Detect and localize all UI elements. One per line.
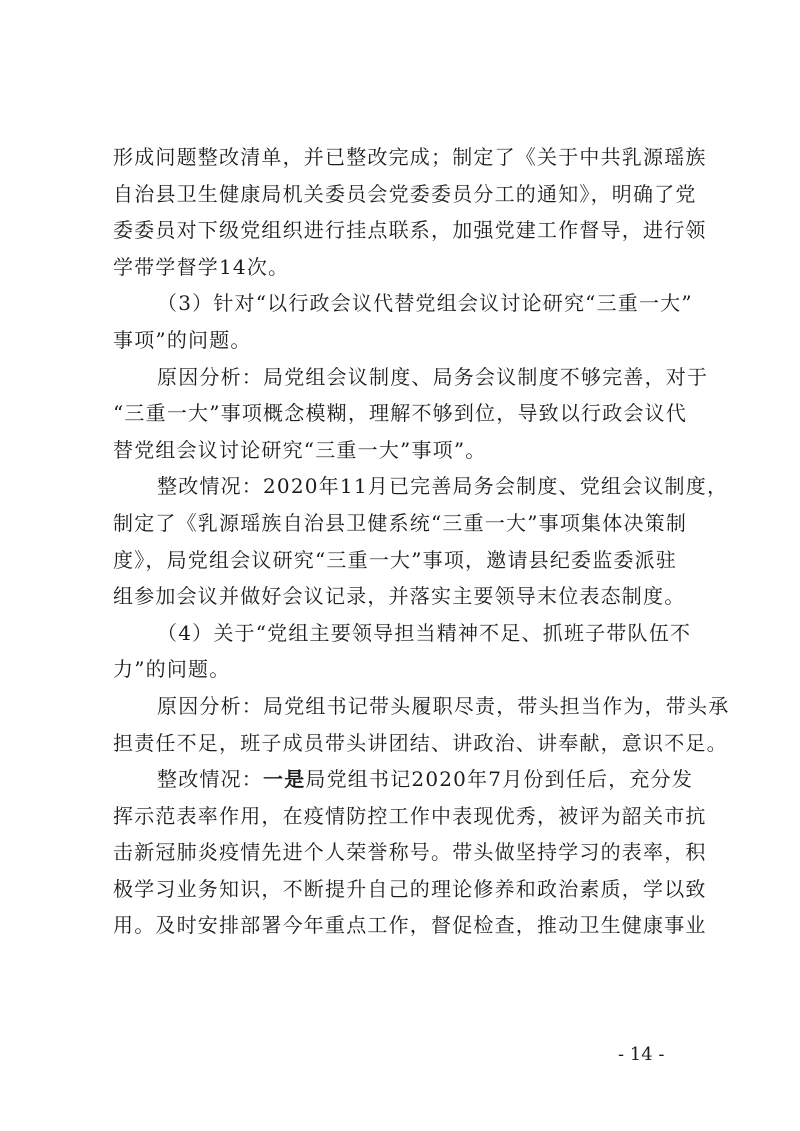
text-line: 挥示范表率作用，在疫情防控工作中表现优秀，被评为韶关市抗: [113, 803, 707, 828]
text-line: （4）关于“党组主要领导担当精神不足、抓班子带队伍不: [157, 620, 692, 645]
text-line: [113, 761, 703, 798]
paragraph: [113, 468, 729, 614]
text-line: 替党组会议讨论研究“三重一大”事项”。: [113, 437, 487, 462]
lead-text: 局党组书记2020年7月份到任后，充分发: [305, 767, 694, 792]
paragraph: [113, 688, 730, 761]
text-line: 事项”的问题。: [113, 327, 252, 352]
paragraph: [113, 359, 709, 469]
paragraph: [113, 139, 707, 285]
paragraph: [113, 285, 703, 358]
text-line: 用。及时安排部署今年重点工作，督促检查，推动卫生健康事业: [113, 913, 707, 938]
paragraph: [113, 761, 707, 944]
text-line: 委委员对下级党组织进行挂点联系，加强党建工作督导，进行领: [113, 218, 707, 243]
text-line: 原因分析：局党组会议制度、局务会议制度不够完善，对于: [157, 364, 709, 389]
text-line: 制定了《乳源瑶族自治县卫健系统“三重一大”事项集体决策制: [113, 510, 688, 535]
text-line: “三重一大”事项概念模糊，理解不够到位，导致以行政会议代: [113, 401, 688, 426]
text-line: 担责任不足，班子成员带头讲团结、讲政治、讲奉献，意识不足。: [113, 730, 728, 755]
text-line: 极学习业务知识，不断提升自己的理论修养和政治素质，学以致: [113, 876, 707, 901]
text-line: 度》，局党组会议研究“三重一大”事项，邀请县纪委监委派驻: [113, 547, 678, 572]
text-line: 原因分析：局党组书记带头履职尽责，带头担当作为，带头承: [157, 693, 730, 718]
text-line: 学带学督学14次。: [113, 254, 290, 279]
text-line: 整改情况：2020年11月已完善局务会制度、党组会议制度，: [157, 474, 729, 499]
document-page: [113, 139, 730, 944]
text-line: 形成问题整改清单，并已整改完成；制定了《关于中共乳源瑶族: [113, 145, 707, 169]
text-line: 自治县卫生健康局机关委员会党委委员分工的通知》，明确了党: [113, 181, 697, 206]
text-line: 组参加会议并做好会议记录，并落实主要领导末位表态制度。: [113, 584, 686, 609]
text-line: 力”的问题。: [113, 657, 231, 682]
page-number: - 14 -: [618, 1044, 665, 1065]
lead-emphasis: 一是: [263, 767, 306, 792]
text-line: 击新冠肺炎疫情先进个人荣誉称号。带头做坚持学习的表率，积: [113, 840, 707, 865]
lead-label: 整改情况：: [157, 767, 263, 792]
paragraph: [113, 615, 703, 688]
text-line: （3）针对“以行政会议代替党组会议讨论研究“三重一大”: [157, 291, 693, 316]
